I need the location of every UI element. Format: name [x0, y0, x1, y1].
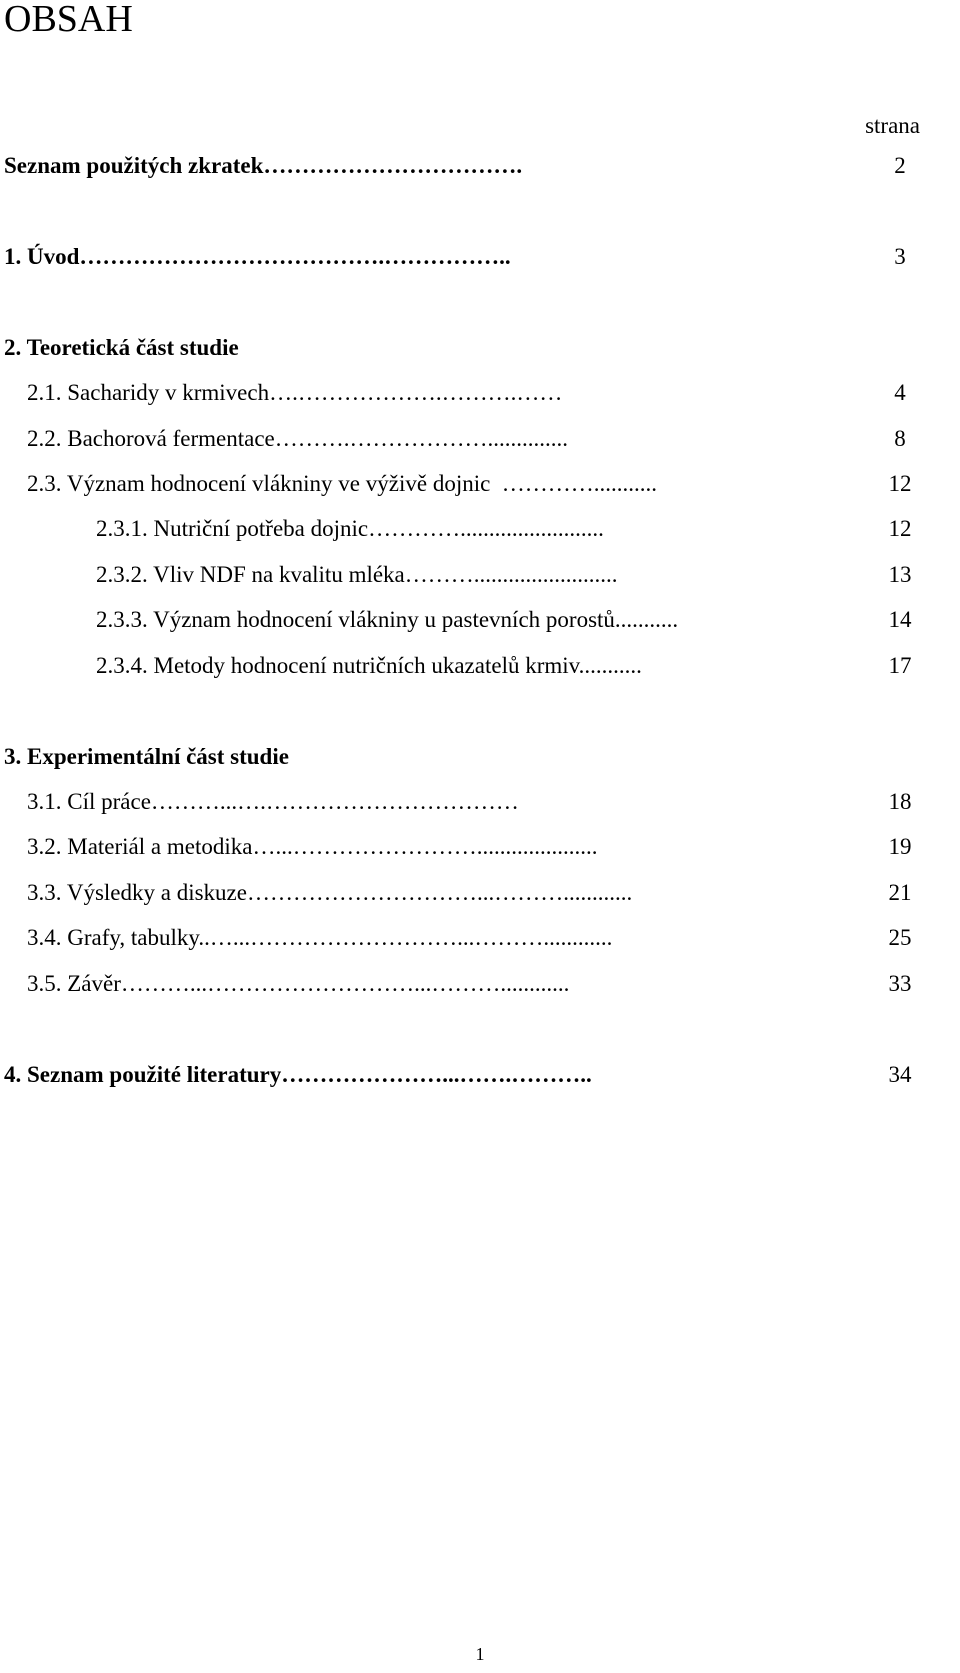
toc-entry-page: 18 — [888, 789, 912, 814]
toc-entry-2-1[interactable] — [27, 379, 562, 407]
toc-entry-title: 3.5. Závěr………...………………………...………............ — [27, 971, 570, 996]
footer-page-number: 1 — [475, 1644, 485, 1664]
toc-entry-page: 21 — [888, 880, 912, 905]
toc-entry-title: 4. Seznam použité literatury…………………...…….……….. — [4, 1062, 592, 1087]
toc-entry-page: 25 — [888, 925, 912, 950]
toc-entry-page: 12 — [888, 471, 912, 496]
toc-entry-title: 2.3.2. Vliv NDF na kvalitu mléka………......................... — [96, 562, 618, 587]
toc-entry-2-3-1[interactable] — [96, 515, 604, 543]
toc-entry-bibliography[interactable] — [4, 1061, 592, 1089]
toc-entry-title: 1. Úvod………………………………….…………….. — [4, 244, 511, 269]
toc-entry-3-3[interactable] — [27, 879, 632, 907]
toc-entry-3-1[interactable] — [27, 788, 519, 816]
toc-entry-page: 2 — [894, 153, 906, 178]
toc-entry-page: 34 — [888, 1062, 912, 1087]
toc-entry-page: 19 — [888, 834, 912, 859]
toc-entry-introduction[interactable] — [4, 243, 511, 271]
toc-entry-title: 2.3.3. Význam hodnocení vlákniny u pastevních porostů........... — [96, 607, 679, 632]
toc-entry-page: 14 — [888, 607, 912, 632]
toc-entry-title: 2.3.1. Nutriční potřeba dojnic…………......................... — [96, 516, 604, 541]
toc-entry-page: 33 — [888, 971, 912, 996]
toc-entry-2-3[interactable] — [27, 470, 657, 498]
toc-entry-page: 8 — [894, 426, 906, 451]
toc-section-title: 3. Experimentální část studie — [4, 744, 289, 769]
toc-entry-page: 4 — [894, 380, 906, 405]
toc-section-theory[interactable] — [4, 334, 239, 362]
toc-entry-2-3-4[interactable] — [96, 652, 642, 680]
toc-entry-2-2[interactable] — [27, 425, 568, 453]
toc-entry-title: 3.3. Výsledky a diskuze…………………………...………............ — [27, 880, 633, 905]
toc-entry-2-3-2[interactable] — [96, 561, 618, 589]
page-title: OBSAH — [4, 0, 133, 40]
page-column-label: strana — [865, 113, 920, 138]
toc-entry-abbreviations[interactable] — [4, 152, 522, 180]
toc-section-title: 2. Teoretická část studie — [4, 335, 239, 360]
toc-entry-3-2[interactable] — [27, 833, 597, 861]
toc-entry-title: 2.2. Bachorová fermentace……….……………….............. — [27, 426, 569, 451]
toc-entry-title: 2.3. Význam hodnocení vlákniny ve výživě dojnic …………........... — [27, 471, 658, 496]
toc-entry-title: 3.1. Cíl práce………...….…………………………… — [27, 789, 519, 814]
toc-entry-title: 3.2. Materiál a metodika…...……………………..................... — [27, 834, 598, 859]
toc-entry-2-3-3[interactable] — [96, 606, 678, 634]
toc-entry-3-4[interactable] — [27, 924, 612, 952]
toc-entry-title: 3.4. Grafy, tabulky..…...………………………...………............ — [27, 925, 613, 950]
toc-entry-page: 17 — [888, 653, 912, 678]
toc-entry-title: Seznam použitých zkratek……………………………. — [4, 153, 523, 178]
toc-entry-3-5[interactable] — [27, 970, 569, 998]
toc-entry-page: 13 — [888, 562, 912, 587]
toc-entry-page: 12 — [888, 516, 912, 541]
toc-entry-page: 3 — [894, 244, 906, 269]
toc-section-experimental[interactable] — [4, 743, 289, 771]
toc-entry-title: 2.1. Sacharidy v krmivech….……………….……….…… — [27, 380, 563, 405]
toc-entry-title: 2.3.4. Metody hodnocení nutričních ukazatelů krmiv........... — [96, 653, 642, 678]
